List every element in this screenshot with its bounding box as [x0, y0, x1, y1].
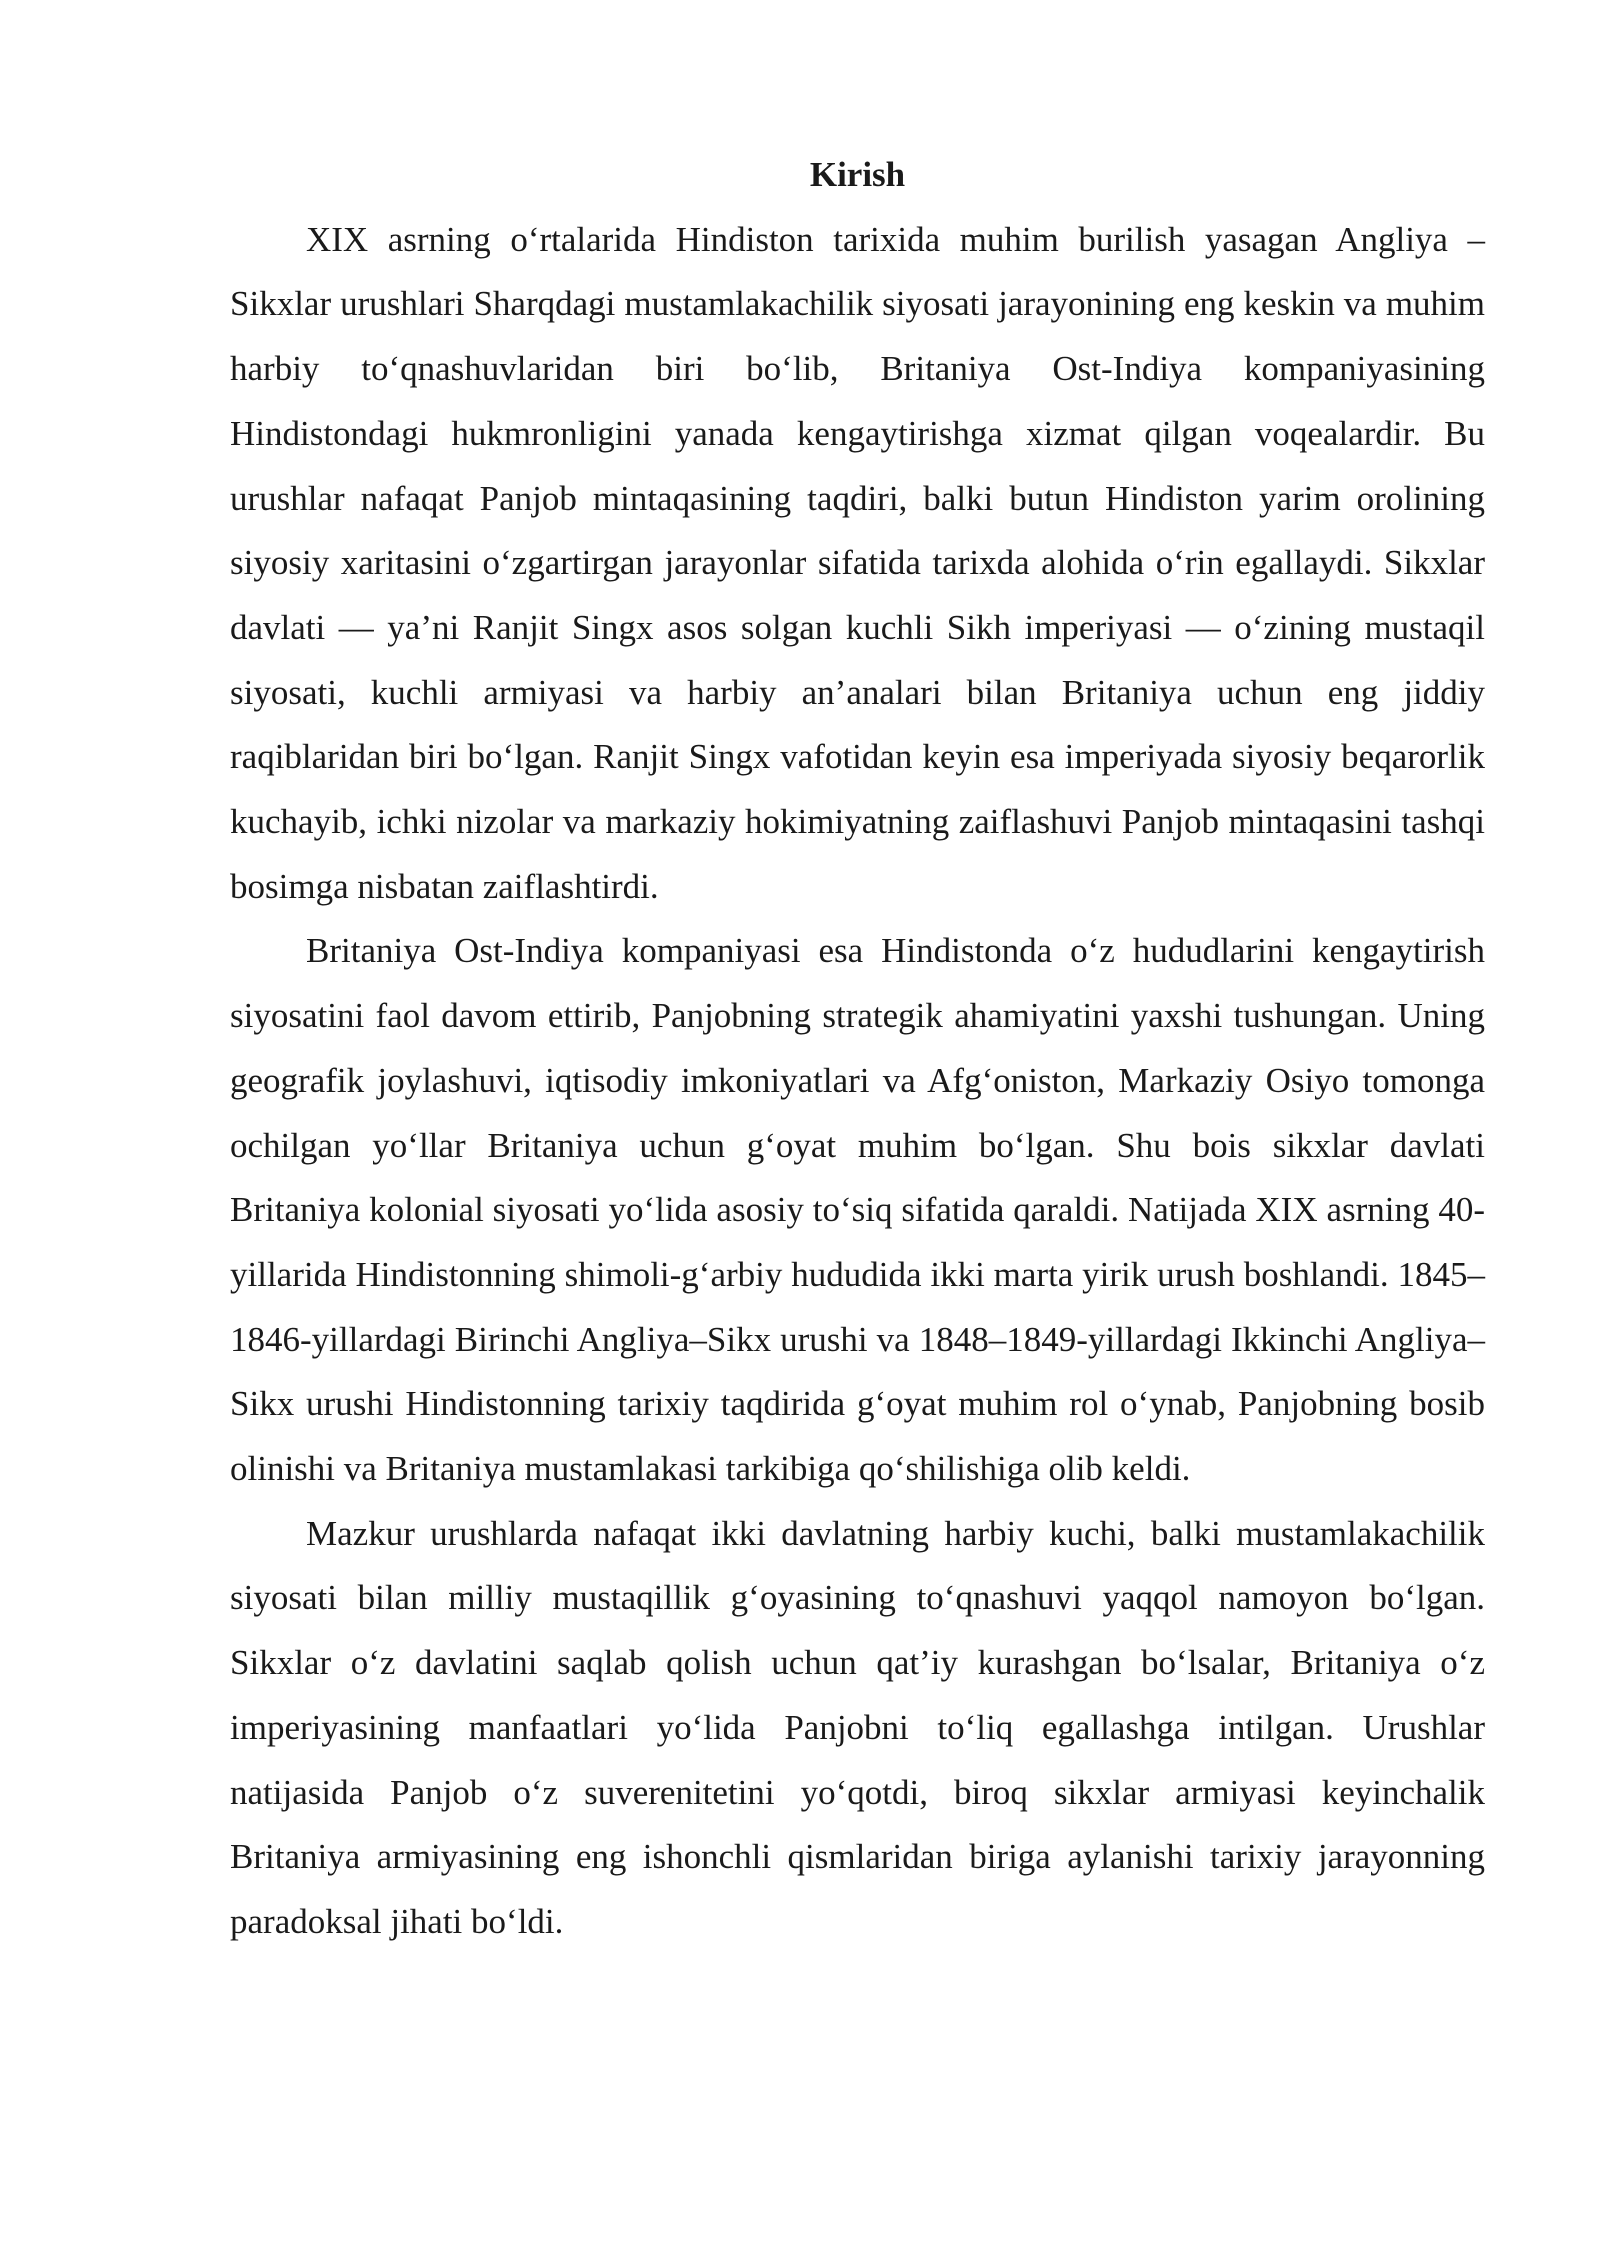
- paragraph-2: Britaniya Ost-Indiya kompaniyasi esa Hindistonda o‘z hududlarini kengaytirish siyosatini faol davom ettirib, Panjobning strategik ahamiyatini yaxshi tushungan. Uning geografik joylashuvi, iqtisodiy imkoniyatlari va Afg‘oniston, Markaziy Osiyo tomonga ochilgan yo‘llar Britaniya uchun g‘oyat muhim bo‘lgan. Shu bois sikxlar davlati Britaniya kolonial siyosati yo‘lida asosiy to‘siq sifatida qaraldi. Natijada XIX asrning 40-yillarida Hindistonning shimoli-g‘arbiy hududida ikki marta yirik urush boshlandi. 1845–1846-yillardagi Birinchi Angliya–Sikx urushi va 1848–1849-yillardagi Ikkinchi Angliya–Sikx urushi Hindistonning tarixiy taqdirida g‘oyat muhim rol o‘ynab, Panjobning bosib olinishi va Britaniya mustamlakasi tarkibiga qo‘shilishiga olib keldi.: [230, 931, 1485, 1489]
- paragraph-3: Mazkur urushlarda nafaqat ikki davlatning harbiy kuchi, balki mustamlakachilik siyosati bilan milliy mustaqillik g‘oyasining to‘qnashuvi yaqqol namoyon bo‘lgan. Sikxlar o‘z davlatini saqlab qolish uchun qat’iy kurashgan bo‘lsalar, Britaniya o‘z imperiyasining manfaatlari yo‘lida Panjobni to‘liq egallashga intilgan. Urushlar natijasida Panjob o‘z suverenitetini yo‘qotdi, biroq sikxlar armiyasi keyinchalik Britaniya armiyasining eng ishonchli qismlaridan biriga aylanishi tarixiy jarayonning paradoksal jihati bo‘ldi.: [230, 1513, 1485, 1941]
- document-page: [230, 143, 1485, 1955]
- page-title: Kirish: [809, 155, 906, 194]
- paragraph-1: XIX asrning o‘rtalarida Hindiston tarixida muhim burilish yasagan Angliya – Sikxlar urushlari Sharqdagi mustamlakachilik siyosati jarayonining eng keskin va muhim harbiy to‘qnashuvlaridan biri bo‘lib, Britaniya Ost-Indiya kompaniyasining Hindistondagi hukmronligini yanada kengaytirishga xizmat qilgan voqealardir. Bu urushlar nafaqat Panjob mintaqasining taqdiri, balki butun Hindiston yarim orolining siyosiy xaritasini o‘zgartirgan jarayonlar sifatida tarixda alohida o‘rin egallaydi. Sikxlar davlati — ya’ni Ranjit Singx asos solgan kuchli Sikh imperiyasi — o‘zining mustaqil siyosati, kuchli armiyasi va harbiy an’analari bilan Britaniya uchun eng jiddiy raqiblaridan biri bo‘lgan. Ranjit Singx vafotidan keyin esa imperiyada siyosiy beqarorlik kuchayib, ichki nizolar va markaziy hokimiyatning zaiflashuvi Panjob mintaqasini tashqi bosimga nisbatan zaiflashtirdi.: [230, 219, 1485, 906]
